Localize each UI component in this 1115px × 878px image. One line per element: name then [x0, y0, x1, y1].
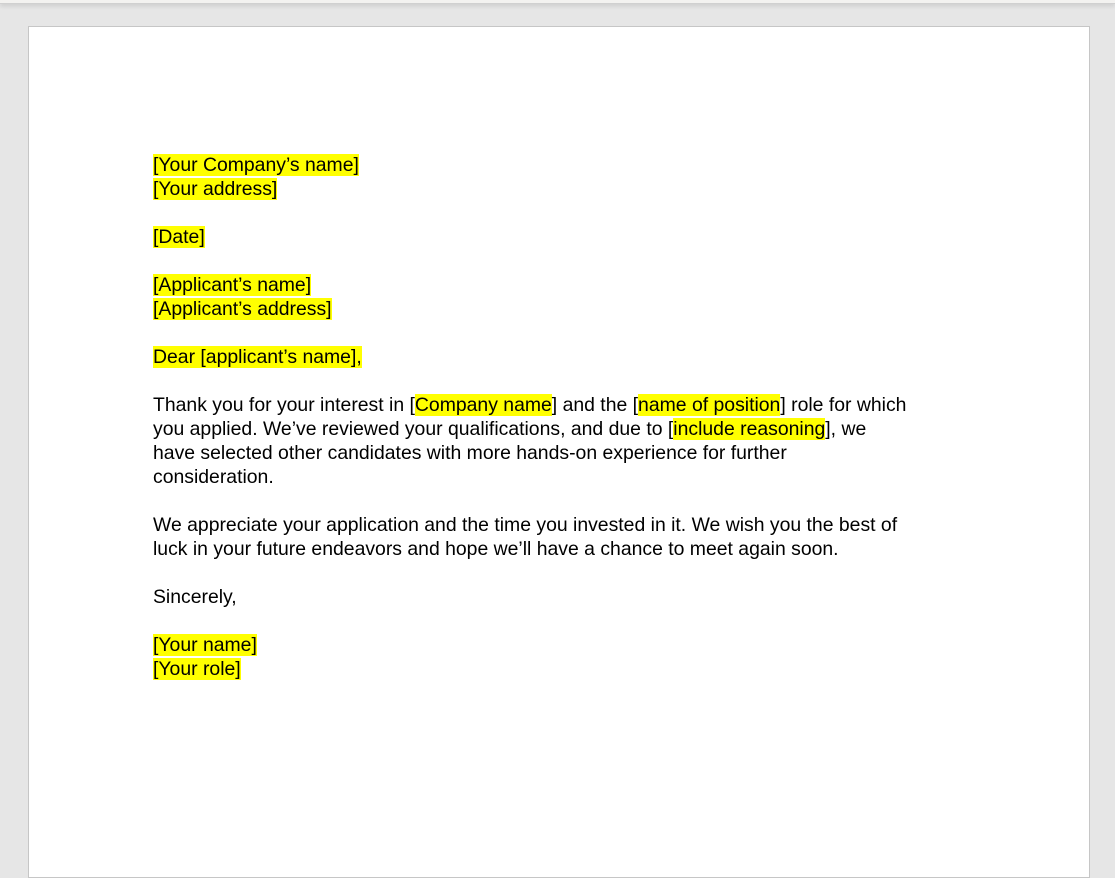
text: Thank you for your interest in [: [153, 394, 415, 416]
your-role-placeholder: [Your role]: [153, 658, 241, 680]
toolbar-edge: [0, 0, 1115, 4]
applicant-address-placeholder: [Applicant’s address]: [153, 298, 332, 320]
text: you applied. We’ve reviewed your qualifications, and due to [: [153, 418, 674, 440]
your-name-placeholder: [Your name]: [153, 634, 257, 656]
paragraph-2: [153, 513, 906, 561]
applicant-name-placeholder: [Applicant’s name]: [153, 274, 312, 296]
text: have selected other candidates with more hands-on experience for further: [153, 442, 787, 464]
reasoning-placeholder: include reasoning: [673, 418, 826, 440]
document-page[interactable]: [28, 26, 1090, 878]
paragraph-1: [153, 393, 906, 489]
text: consideration.: [153, 466, 274, 488]
closing: Sincerely,: [153, 586, 237, 608]
text: ] role for which: [780, 394, 907, 416]
company-address-placeholder: [Your address]: [153, 178, 278, 200]
company-placeholder: Company name: [414, 394, 552, 416]
salutation: Dear [applicant’s name],: [153, 346, 362, 368]
date-placeholder: [Date]: [153, 226, 205, 248]
text: ] and the [: [551, 394, 639, 416]
position-placeholder: name of position: [638, 394, 781, 416]
text: ], we: [825, 418, 867, 440]
text: luck in your future endeavors and hope we’ll have a chance to meet again soon.: [153, 538, 839, 560]
text: We appreciate your application and the time you invested in it. We wish you the best of: [153, 514, 898, 536]
letter-body[interactable]: [153, 153, 906, 681]
company-name-placeholder: [Your Company’s name]: [153, 154, 359, 176]
